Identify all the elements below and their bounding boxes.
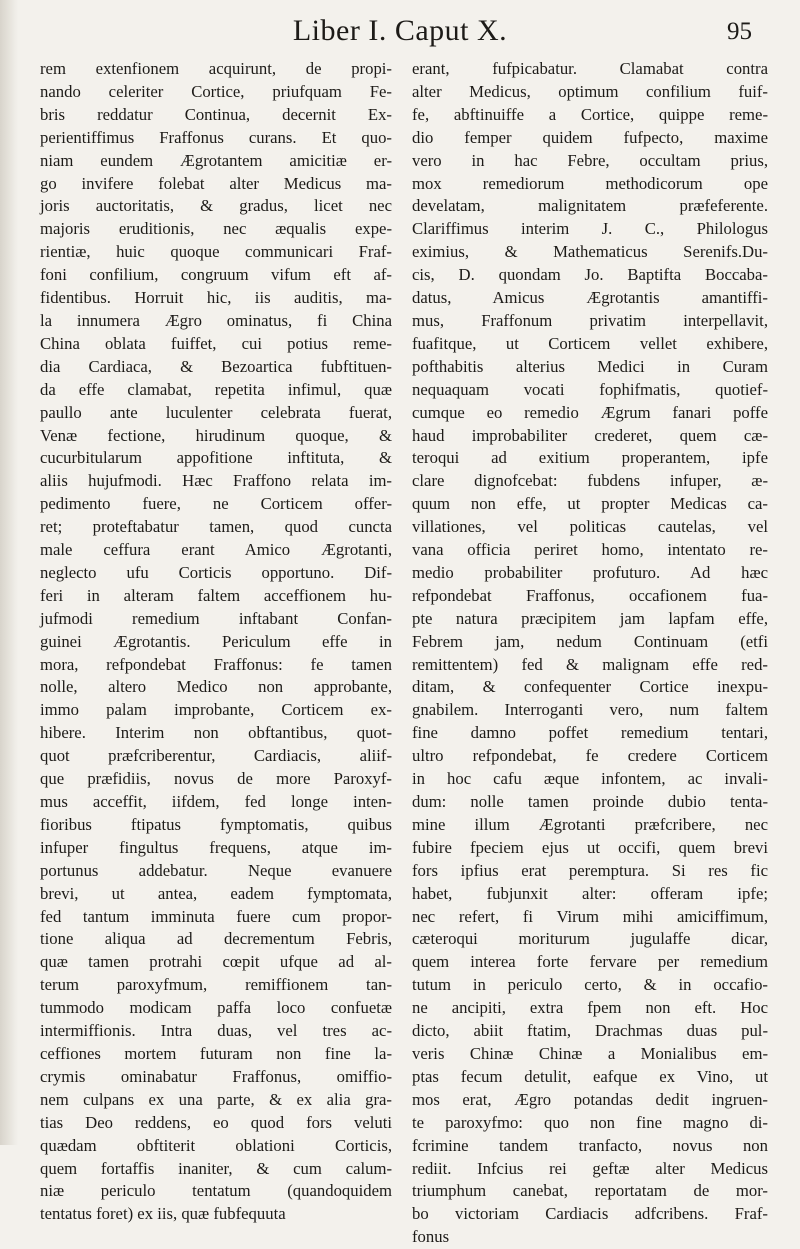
text-line: fioribus ftipatus fymptomatis, quibus	[40, 814, 392, 834]
text-line: nec refert, fi Virum mihi amiciffimum,	[412, 906, 768, 926]
text-line: go invifere folebat alter Medicus ma-	[40, 173, 392, 193]
text-line: te paroxyfmo: quo non fine magno di-	[412, 1112, 768, 1132]
text-line: immo palam improbante, Corticem ex-	[40, 700, 392, 720]
page-number: 95	[727, 18, 752, 45]
text-line: tentatus foret) ex iis, quæ fubfequuta	[40, 1204, 286, 1224]
text-line: ne ancipiti, extra fpem non eft. Hoc	[412, 998, 768, 1018]
text-line: cis, D. quondam Jo. Baptifta Boccaba-	[412, 265, 768, 285]
text-line: ret; proteftabatur tamen, quod cuncta	[40, 517, 392, 537]
text-line: bo victoriam Cardiacis adfcribens. Fraf-	[412, 1204, 768, 1224]
text-line: fuafitque, ut Corticem vellet exhibere,	[412, 333, 768, 353]
text-line: mos erat, Ægro potandas dedit ingruen-	[412, 1089, 768, 1109]
text-line: cæteroqui moriturum jugulaffe dicar,	[412, 929, 768, 949]
text-line: portunus addebatur. Neque evanuere	[40, 860, 392, 880]
text-line: triumphum canebat, reportatam de mor-	[412, 1181, 768, 1201]
text-line: dicto, abiit ftatim, Drachmas duas pul-	[412, 1021, 768, 1041]
text-line: fidentibus. Horruit hic, iis auditis, ma-	[40, 288, 392, 308]
text-line: Febrem jam, nedum Continuam (etfi	[412, 631, 768, 651]
text-line: haud improbabiliter crederet, quem cæ-	[412, 425, 768, 445]
text-line: mus acceffit, iifdem, fed longe inten-	[40, 792, 392, 811]
text-line: Clariffimus interim J. C., Philologus	[412, 219, 768, 239]
text-line: fcrimine tandem tranfacto, novus non	[412, 1135, 768, 1155]
text-line: quæ tamen protrahi cœpit ufque ad al-	[40, 952, 392, 972]
text-line: brevi, ut antea, eadem fymptomata,	[40, 883, 392, 903]
text-line: niæ periculo tentatum (quandoquidem	[40, 1181, 392, 1201]
right-text-column	[412, 58, 768, 1249]
text-line: niam eundem Ægrotantem amicitiæ er-	[40, 150, 392, 170]
text-line: cumque eo remedio Ægrum fanari poffe	[412, 402, 768, 422]
text-line: jufmodi remedium inftabant Confan-	[40, 608, 392, 628]
text-line: nando celeriter Cortice, priufquam Fe-	[40, 81, 392, 101]
text-line: fe, abftinuiffe a Cortice, quippe reme-	[412, 104, 768, 124]
text-line: hibere. Interim non obftantibus, quot-	[40, 723, 392, 743]
text-line: dio femper quidem fufpecto, maxime	[412, 127, 768, 147]
text-line: la innumera Ægro ominatus, fi China	[40, 310, 392, 330]
text-line: mine illum Ægrotanti præfcribere, nec	[412, 814, 768, 834]
text-line: intermiffionis. Intra duas, vel tres ac-	[40, 1021, 392, 1041]
text-line: fed tantum imminuta fuere cum propor-	[40, 906, 392, 926]
text-line: vana officia periret homo, intentato re-	[412, 540, 768, 560]
text-line: nolle, altero Medico non approbante,	[40, 677, 392, 697]
text-line: terum paroxyfmum, remiffionem tan-	[40, 975, 392, 995]
text-line: fonus	[412, 1227, 450, 1247]
text-line: que præfidiis, novus de more Paroxyf-	[40, 769, 392, 789]
text-line: erant, fufpicabatur. Clamabat contra	[412, 59, 768, 78]
text-line: da effe clamabat, repetita infimul, quæ	[40, 379, 392, 399]
page-header	[0, 14, 800, 54]
text-line: ditam, & confequenter Cortice inexpu-	[412, 677, 768, 697]
text-line: China oblata fuiffet, cui potius reme-	[40, 333, 392, 353]
text-line: joris auctoritatis, & gradus, licet nec	[40, 196, 392, 216]
text-line: dum: nolle tamen proinde dubio tenta-	[412, 792, 768, 811]
text-line: majoris eruditionis, nec æqualis expe-	[40, 219, 392, 239]
text-line: eximius, & Mathematicus Serenifs.Du-	[412, 242, 768, 262]
text-line: develatam, malignitatem præfeferente.	[412, 196, 768, 216]
text-line: nequaquam vocati fophifmatis, quotief-	[412, 379, 768, 399]
text-line: medio probabiliter profuturo. Ad hæc	[412, 562, 768, 582]
text-line: quem interea forte fervare per remedium	[412, 952, 768, 972]
text-line: in hoc cafu æque infontem, ac invali-	[412, 769, 768, 789]
text-line: male ceffura erant Amico Ægrotanti,	[40, 540, 392, 560]
text-line: tummodo modicam paffa loco confuetæ	[40, 998, 392, 1018]
text-line: mox remediorum methodicorum ope	[412, 173, 768, 193]
text-line: teroqui ad exitium properantem, ipfe	[412, 448, 768, 468]
text-line: nem culpans ex una parte, & ex alia gra-	[40, 1089, 392, 1109]
text-line: tione aliqua ad decrementum Febris,	[40, 929, 392, 949]
text-line: vero in hac Febre, occultam prius,	[412, 150, 768, 170]
text-line: rediit. Infcius rei geftæ alter Medicus	[412, 1158, 768, 1178]
text-line: crymis ominabatur Fraffonus, omiffio-	[40, 1066, 392, 1086]
text-line: tutum in periculo certo, & in occafio-	[412, 975, 768, 995]
text-line: tias Deo reddens, eo quod fors veluti	[40, 1112, 392, 1132]
running-head: Liber I. Caput X.	[292, 14, 508, 47]
text-line: quum non effe, ut propter Medicas ca-	[412, 494, 768, 514]
text-line: ceffiones mortem futuram non fine la-	[40, 1043, 392, 1063]
text-line: mora, refpondebat Fraffonus: fe tamen	[40, 654, 392, 674]
text-line: quot præfcriberentur, Cardiacis, aliif-	[40, 746, 392, 766]
text-line: alter Medicus, optimum confilium fuif-	[412, 81, 768, 101]
text-line: quædam obftiterit oblationi Corticis,	[40, 1135, 392, 1155]
text-line: fine damno poffet remedium tentari,	[412, 723, 768, 743]
text-line: clare dignofcebat: fubdens infuper, æ-	[412, 471, 768, 491]
text-line: neglecto ufu Corticis opportuno. Dif-	[40, 562, 392, 582]
binding-shadow	[0, 0, 18, 1145]
text-line: mus, Fraffonum privatim interpellavit,	[412, 310, 768, 330]
text-line: ptas fecum detulit, eafque ex Vino, ut	[412, 1066, 768, 1086]
text-line: aliis hujufmodi. Hæc Fraffono relata im-	[40, 471, 392, 491]
text-line: cucurbitularum appofitione inftituta, &	[40, 448, 392, 468]
left-text-column	[40, 58, 392, 1226]
text-line: Venæ fectione, hirudinum quoque, &	[40, 425, 392, 445]
text-line: villationes, vel politicas cautelas, vel	[412, 517, 768, 537]
text-line: rientiæ, huic quoque communicari Fraf-	[40, 242, 392, 262]
text-line: pedimento fuere, ne Corticem offer-	[40, 494, 392, 514]
text-line: ultro refpondebat, fe credere Corticem	[412, 746, 768, 766]
text-line: dia Cardiaca, & Bezoartica fubftituen-	[40, 356, 392, 376]
text-line: refpondebat Fraffonus, occafionem fua-	[412, 585, 768, 605]
text-line: quem fortaffis inaniter, & cum calum-	[40, 1158, 392, 1178]
text-line: pte natura præcipitem jam lapfam effe,	[412, 608, 768, 628]
text-line: fors ipfius erat peremptura. Si res fic	[412, 860, 768, 880]
text-line: fubire fpeciem ejus ut occifi, quem brevi	[412, 837, 768, 857]
text-line: pofthabitis alterius Medici in Curam	[412, 356, 768, 376]
text-line: gnabilem. Interroganti vero, num faltem	[412, 700, 768, 720]
text-line: bris reddatur Continua, decernit Ex-	[40, 104, 392, 124]
text-line: guinei Ægrotantis. Periculum effe in	[40, 631, 392, 651]
text-line: rem extenfionem acquirunt, de propi-	[40, 59, 392, 78]
text-line: infuper fingultus frequens, atque im-	[40, 837, 392, 857]
text-line: feri in alteram faltem acceffionem hu-	[40, 585, 392, 605]
text-line: remittentem) fed & malignam effe red-	[412, 654, 768, 674]
text-line: datus, Amicus Ægrotantis amantiffi-	[412, 288, 768, 308]
text-line: habet, fubjunxit alter: offeram ipfe;	[412, 883, 768, 903]
text-line: paullo ante luculenter celebrata fuerat,	[40, 402, 392, 422]
text-line: veris Chinæ Chinæ a Monialibus em-	[412, 1043, 768, 1063]
text-line: perientiffimus Fraffonus curans. Et quo-	[40, 127, 392, 147]
text-line: foni confilium, congruum vifum eft af-	[40, 265, 392, 285]
